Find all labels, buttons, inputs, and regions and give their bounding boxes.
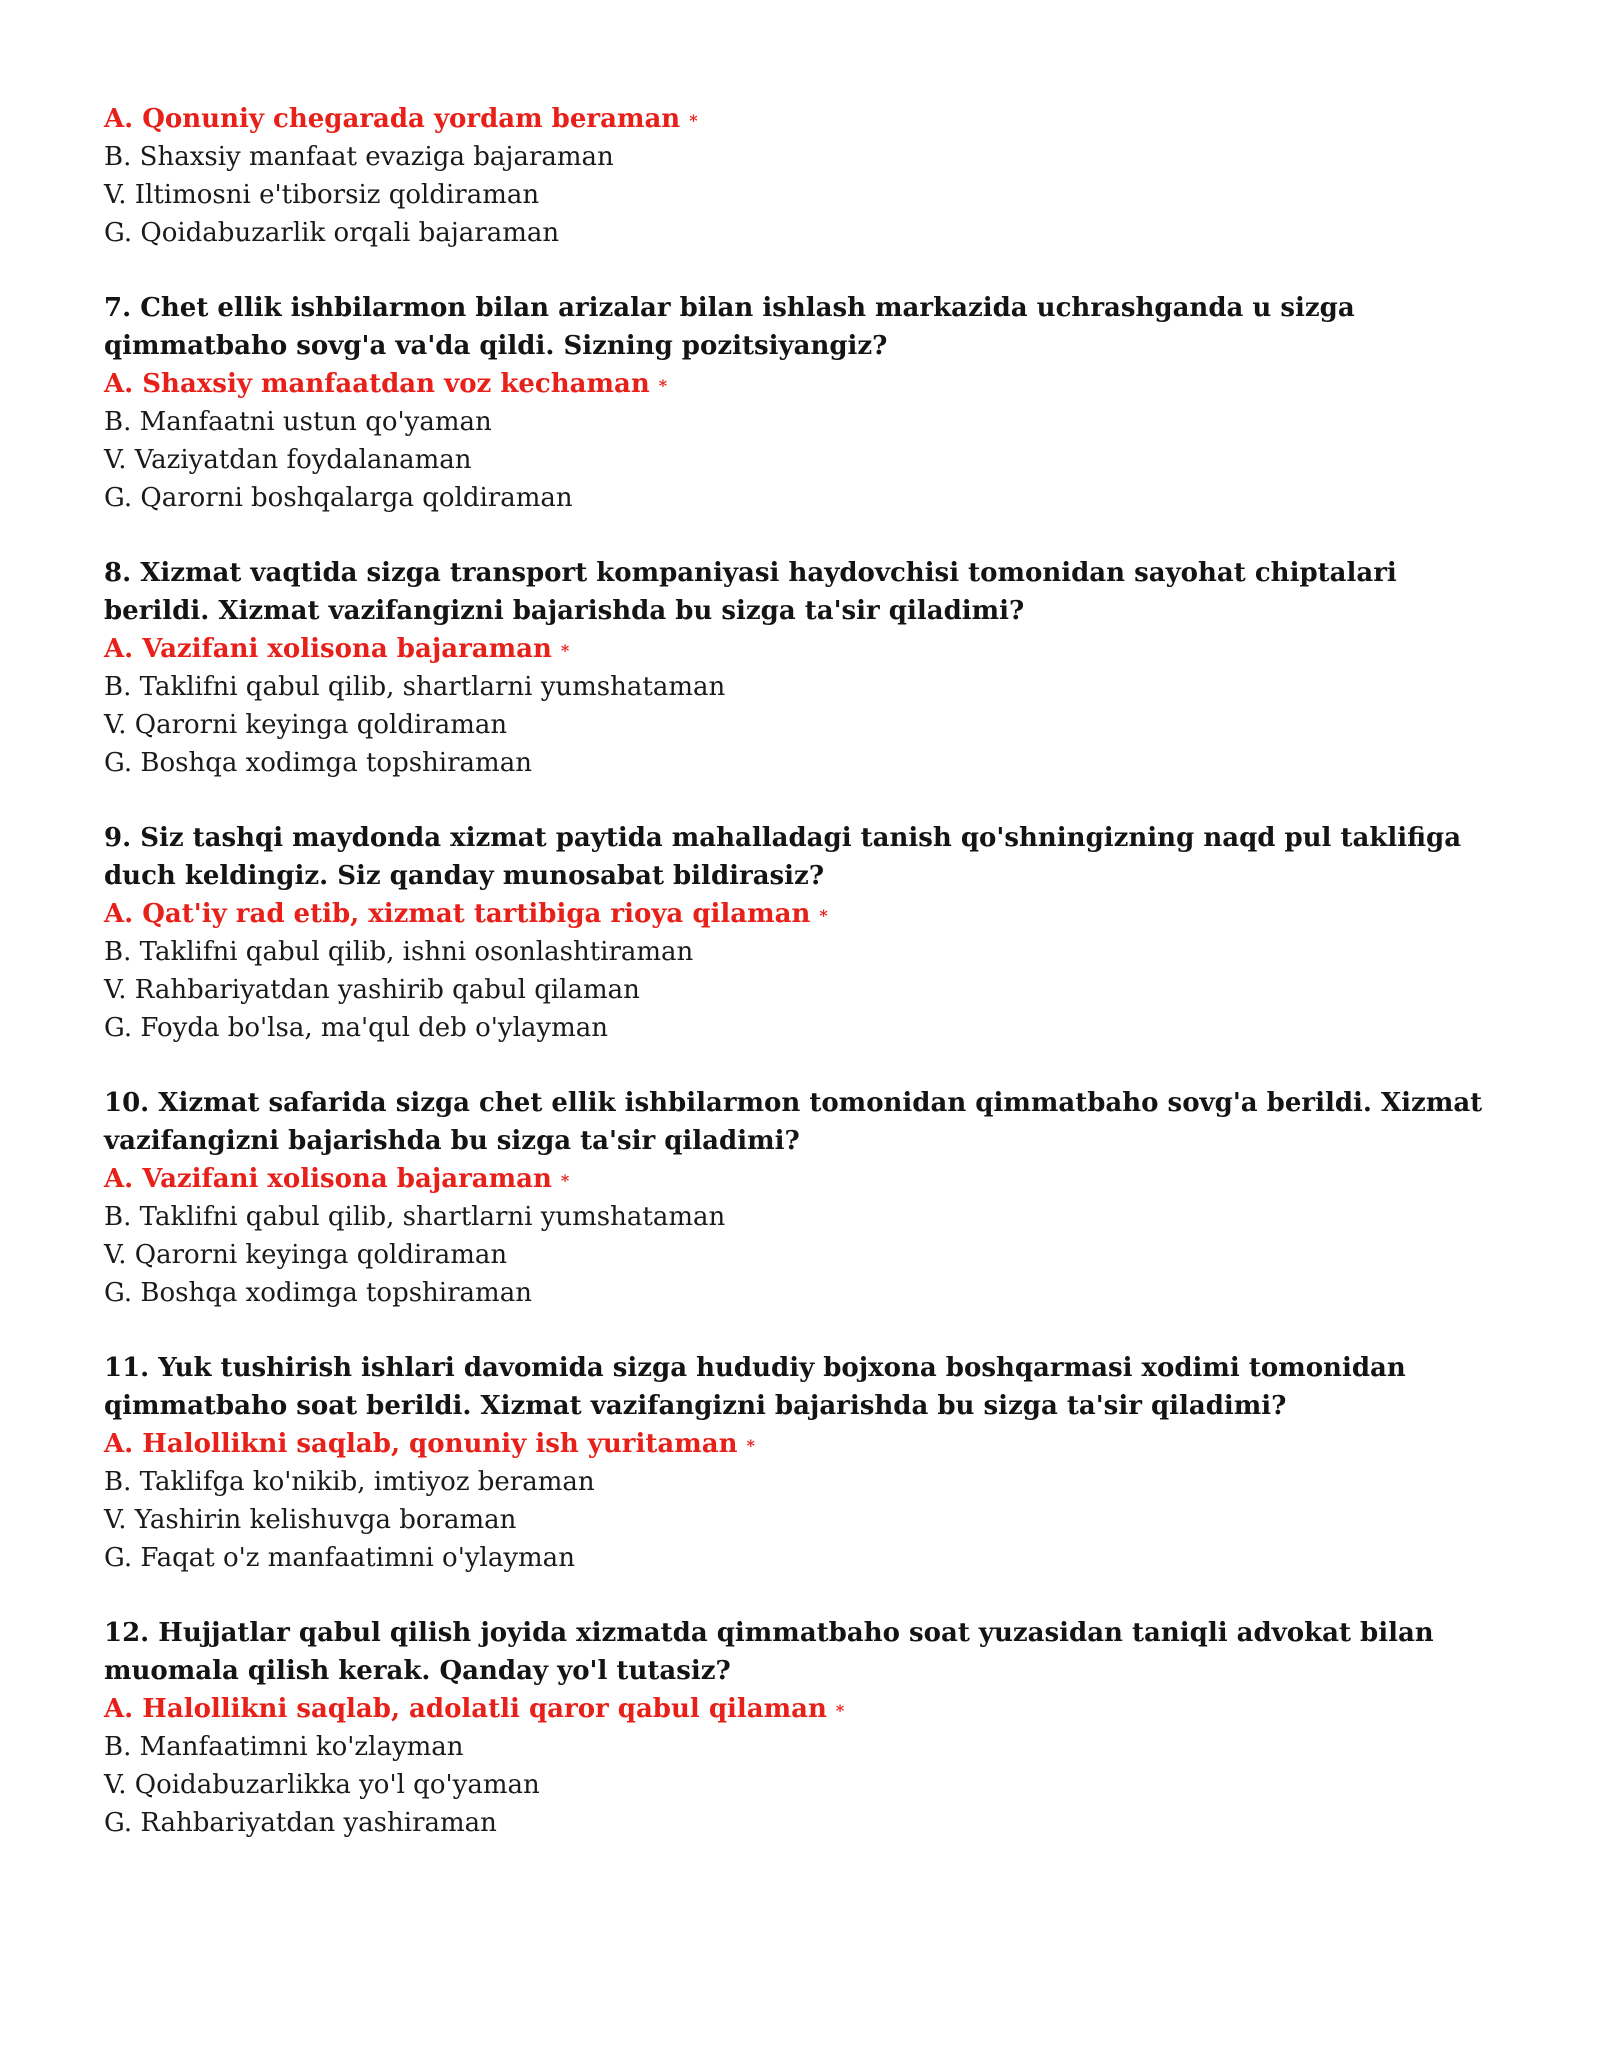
option-text: B. Manfaatni ustun qo'yaman bbox=[104, 407, 492, 437]
option-text: V. Yashirin kelishuvga boraman bbox=[104, 1505, 517, 1535]
answer-option bbox=[104, 479, 1504, 517]
question-block bbox=[104, 1084, 1504, 1312]
correct-answer-option bbox=[104, 100, 1504, 138]
option-text: V. Qarorni keyinga qoldiraman bbox=[104, 710, 508, 740]
option-text: B. Taklifga ko'nikib, imtiyoz beraman bbox=[104, 1467, 595, 1497]
question-text: 9. Siz tashqi maydonda xizmat paytida mahalladagi tanish qo'shningizning naqd pul taklifiga duch keldingiz. Siz qanday munosabat bildirasiz? bbox=[104, 823, 1462, 891]
option-text: B. Manfaatimni ko'zlayman bbox=[104, 1732, 464, 1762]
answer-option bbox=[104, 668, 1504, 706]
option-text: B. Shaxsiy manfaat evaziga bajaraman bbox=[104, 142, 614, 172]
correct-mark-asterisk: * bbox=[560, 1171, 570, 1190]
answer-option bbox=[104, 176, 1504, 214]
question-text: 7. Chet ellik ishbilarmon bilan arizalar bilan ishlash markazida uchrashganda u sizga qimmatbaho sovg'a va'da qildi. Sizning pozitsiyangiz? bbox=[104, 293, 1355, 361]
option-text: A. Qonuniy chegarada yordam beraman bbox=[104, 104, 681, 134]
option-text: V. Iltimosni e'tiborsiz qoldiraman bbox=[104, 180, 540, 210]
correct-mark-asterisk: * bbox=[658, 376, 668, 395]
answer-option bbox=[104, 971, 1504, 1009]
correct-answer-option bbox=[104, 1690, 1504, 1728]
option-text: A. Shaxsiy manfaatdan voz kechaman bbox=[104, 369, 650, 399]
question-block bbox=[104, 1349, 1504, 1577]
answer-option bbox=[104, 1804, 1504, 1842]
correct-answer-option bbox=[104, 365, 1504, 403]
quiz-content bbox=[104, 100, 1504, 1879]
answer-option bbox=[104, 744, 1504, 782]
answer-option bbox=[104, 1539, 1504, 1577]
option-text: G. Boshqa xodimga topshiraman bbox=[104, 1278, 532, 1308]
option-text: B. Taklifni qabul qilib, ishni osonlashtiraman bbox=[104, 937, 694, 967]
option-text: A. Vazifani xolisona bajaraman bbox=[104, 1164, 552, 1194]
answer-option bbox=[104, 138, 1504, 176]
option-text: B. Taklifni qabul qilib, shartlarni yumshataman bbox=[104, 672, 726, 702]
answer-option bbox=[104, 1766, 1504, 1804]
answer-option bbox=[104, 1198, 1504, 1236]
option-text: G. Faqat o'z manfaatimni o'ylayman bbox=[104, 1543, 575, 1573]
correct-mark-asterisk: * bbox=[835, 1701, 845, 1720]
correct-answer-option bbox=[104, 1160, 1504, 1198]
option-text: A. Qat'iy rad etib, xizmat tartibiga rioya qilaman bbox=[104, 899, 811, 929]
option-text: G. Boshqa xodimga topshiraman bbox=[104, 748, 532, 778]
answer-option bbox=[104, 1009, 1504, 1047]
correct-answer-option bbox=[104, 630, 1504, 668]
correct-mark-asterisk: * bbox=[819, 906, 828, 925]
question-text: 11. Yuk tushirish ishlari davomida sizga hududiy bojxona boshqarmasi xodimi tomonidan qimmatbaho soat berildi. Xizmat vazifangizni bajarishda bu sizga ta'sir qiladimi? bbox=[104, 1353, 1406, 1421]
option-text: G. Rahbariyatdan yashiraman bbox=[104, 1808, 497, 1838]
correct-mark-asterisk: * bbox=[746, 1436, 755, 1455]
option-text: V. Qarorni keyinga qoldiraman bbox=[104, 1240, 508, 1270]
answer-option bbox=[104, 933, 1504, 971]
option-text: A. Vazifani xolisona bajaraman bbox=[104, 634, 552, 664]
answer-option bbox=[104, 1274, 1504, 1312]
correct-answer-option bbox=[104, 895, 1504, 933]
question-block bbox=[104, 554, 1504, 782]
option-text: G. Qarorni boshqalarga qoldiraman bbox=[104, 483, 573, 513]
correct-mark-asterisk: * bbox=[689, 111, 698, 130]
option-text: A. Halollikni saqlab, adolatli qaror qabul qilaman bbox=[104, 1694, 827, 1724]
answer-option bbox=[104, 1728, 1504, 1766]
answer-option bbox=[104, 441, 1504, 479]
question-block bbox=[104, 289, 1504, 517]
question-block bbox=[104, 819, 1504, 1047]
option-text: V. Rahbariyatdan yashirib qabul qilaman bbox=[104, 975, 640, 1005]
question-block bbox=[104, 100, 1504, 252]
answer-option bbox=[104, 1236, 1504, 1274]
answer-option bbox=[104, 403, 1504, 441]
answer-option bbox=[104, 1501, 1504, 1539]
option-text: V. Qoidabuzarlikka yo'l qo'yaman bbox=[104, 1770, 540, 1800]
question-text: 12. Hujjatlar qabul qilish joyida xizmatda qimmatbaho soat yuzasidan taniqli advokat bilan muomala qilish kerak. Qanday yo'l tutasiz? bbox=[104, 1618, 1434, 1686]
answer-option bbox=[104, 1463, 1504, 1501]
option-text: B. Taklifni qabul qilib, shartlarni yumshataman bbox=[104, 1202, 726, 1232]
answer-option bbox=[104, 706, 1504, 744]
option-text: V. Vaziyatdan foydalanaman bbox=[104, 445, 472, 475]
correct-answer-option bbox=[104, 1425, 1504, 1463]
answer-option bbox=[104, 214, 1504, 252]
question-text: 8. Xizmat vaqtida sizga transport kompaniyasi haydovchisi tomonidan sayohat chiptalari berildi. Xizmat vazifangizni bajarishda bu sizga ta'sir qiladimi? bbox=[104, 558, 1397, 626]
question-text: 10. Xizmat safarida sizga chet ellik ishbilarmon tomonidan qimmatbaho sovg'a berildi. Xizmat vazifangizni bajarishda bu sizga ta'sir qiladimi? bbox=[104, 1088, 1483, 1156]
option-text: G. Qoidabuzarlik orqali bajaraman bbox=[104, 218, 560, 248]
correct-mark-asterisk: * bbox=[560, 641, 570, 660]
option-text: A. Halollikni saqlab, qonuniy ish yuritaman bbox=[104, 1429, 738, 1459]
option-text: G. Foyda bo'lsa, ma'qul deb o'ylayman bbox=[104, 1013, 608, 1043]
question-block bbox=[104, 1614, 1504, 1842]
